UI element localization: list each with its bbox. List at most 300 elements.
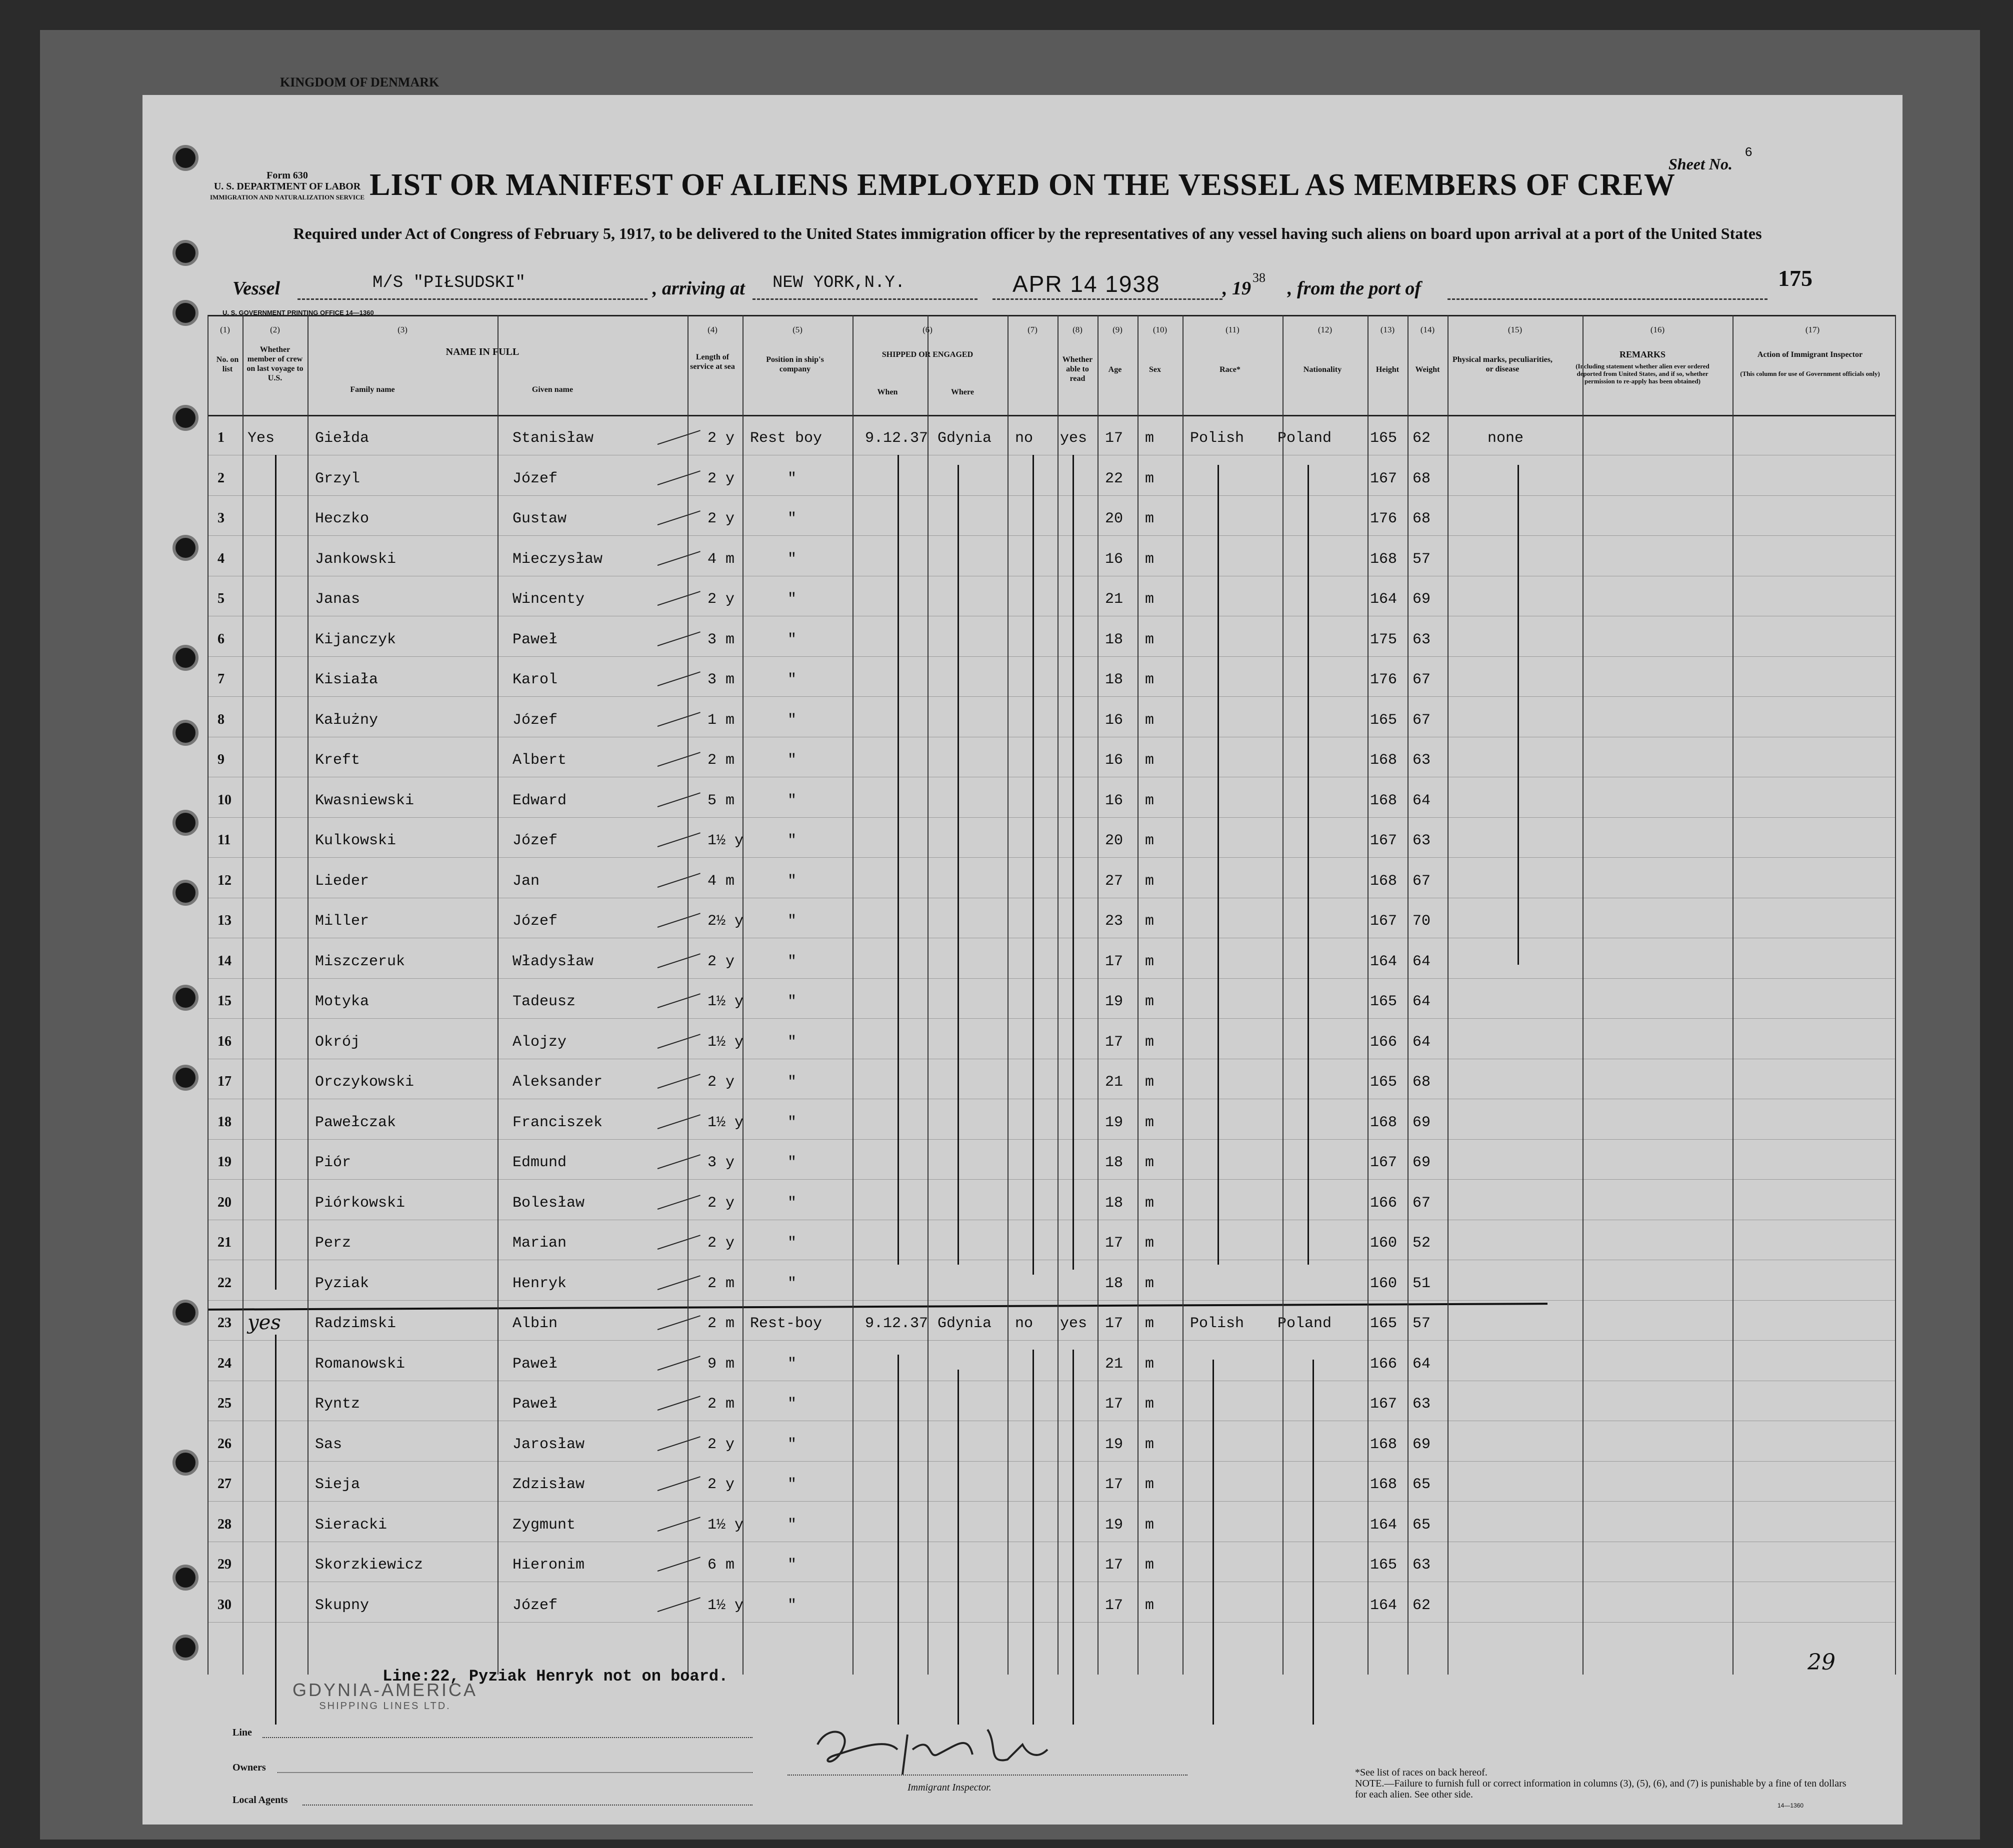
column-number: (4) xyxy=(708,325,718,334)
position: " xyxy=(788,752,797,769)
sex: m xyxy=(1145,1315,1154,1332)
column-number: (3) xyxy=(398,325,408,334)
position: " xyxy=(788,1476,797,1493)
row-line xyxy=(208,1340,1895,1341)
position: " xyxy=(788,591,797,608)
ditto-line xyxy=(958,465,959,1265)
length-of-service: 2 y xyxy=(708,510,735,527)
ditto-line xyxy=(275,1335,276,1725)
sex: m xyxy=(1145,752,1154,769)
check-slash xyxy=(658,913,700,928)
family-name: Kulkowski xyxy=(315,832,396,849)
row-line xyxy=(208,1501,1895,1502)
binding-hole xyxy=(172,1565,198,1591)
weight: 67 xyxy=(1412,671,1431,688)
length-of-service: 1½ y xyxy=(708,1114,744,1131)
weight: 64 xyxy=(1412,953,1431,970)
column-number: (5) xyxy=(792,325,802,334)
family-name: Janas xyxy=(315,591,360,608)
sex: m xyxy=(1145,832,1154,849)
manifest-page xyxy=(142,95,1902,1825)
ditto-line xyxy=(1312,1360,1314,1725)
age: 18 xyxy=(1105,1194,1124,1212)
column-number: (1) xyxy=(220,325,230,334)
sex: m xyxy=(1145,711,1154,729)
vessel-name: M/S "PIŁSUDSKI" xyxy=(372,273,526,292)
sex: m xyxy=(1145,671,1154,688)
family-name: Giełda xyxy=(315,430,370,447)
position: " xyxy=(788,1516,797,1534)
sex: m xyxy=(1145,993,1154,1010)
check-slash xyxy=(658,1436,700,1451)
age: 16 xyxy=(1105,550,1124,568)
family-name: Orczykowski xyxy=(315,1074,414,1091)
length-of-service: 2 y xyxy=(708,1476,735,1493)
binding-hole xyxy=(172,1450,198,1476)
ditto-line xyxy=(1072,455,1074,1270)
height: 168 xyxy=(1370,872,1398,890)
age: 22 xyxy=(1105,470,1124,487)
sex: m xyxy=(1145,1355,1154,1373)
family-name: Lieder xyxy=(315,872,370,890)
position: " xyxy=(788,631,797,648)
family-name: Kałużny xyxy=(315,711,378,729)
sex: m xyxy=(1145,1194,1154,1212)
able-to-read: yes xyxy=(1060,430,1088,447)
row-number: 18 xyxy=(218,1114,232,1130)
weight: 64 xyxy=(1412,993,1431,1010)
family-name: Sas xyxy=(315,1436,342,1453)
row-line xyxy=(208,1018,1895,1019)
sex: m xyxy=(1145,1557,1154,1574)
position: " xyxy=(788,1396,797,1413)
given-name: Wincenty xyxy=(512,591,585,608)
sex: m xyxy=(1145,1436,1154,1453)
position: " xyxy=(788,792,797,809)
column-number: (17) xyxy=(1805,325,1820,334)
row-line xyxy=(208,857,1895,858)
age: 17 xyxy=(1105,1557,1124,1574)
row-line xyxy=(208,535,1895,536)
weight: 63 xyxy=(1412,631,1431,648)
height: 167 xyxy=(1370,913,1398,930)
ditto-line xyxy=(1032,1350,1034,1725)
position: " xyxy=(788,1355,797,1373)
col-header-shipped: SHIPPED OR ENGAGED xyxy=(882,350,974,359)
row-number: 15 xyxy=(218,993,232,1009)
nationality: Poland xyxy=(1278,430,1332,447)
length-of-service: 3 m xyxy=(708,631,735,648)
position: " xyxy=(788,1114,797,1131)
given-name: Albert xyxy=(512,752,567,769)
given-name: Franciszek xyxy=(512,1114,603,1131)
length-of-service: 2 y xyxy=(708,953,735,970)
column-number: (16) xyxy=(1650,325,1665,334)
length-of-service: 2 y xyxy=(708,430,735,447)
binding-hole xyxy=(172,645,198,671)
crew-last-voyage: Yes xyxy=(248,430,275,447)
col-header-race: Race* xyxy=(1220,365,1240,374)
check-slash xyxy=(658,1114,700,1129)
handwritten-count: 29 xyxy=(1808,1650,1836,1675)
age: 21 xyxy=(1105,1355,1124,1373)
length-of-service: 2 y xyxy=(708,591,735,608)
crew-last-voyage: yes xyxy=(248,1311,281,1334)
row-number: 20 xyxy=(218,1194,232,1210)
family-name: Kreft xyxy=(315,752,360,769)
age: 19 xyxy=(1105,1436,1124,1453)
discharged: no xyxy=(1015,1315,1034,1332)
race: Polish xyxy=(1190,430,1244,447)
sex: m xyxy=(1145,953,1154,970)
row-line xyxy=(208,978,1895,979)
row-line xyxy=(208,656,1895,657)
check-slash xyxy=(658,993,700,1008)
ditto-line xyxy=(1518,465,1519,965)
given-name: Zdzisław xyxy=(512,1476,585,1493)
row-number: 19 xyxy=(218,1154,232,1170)
row-line xyxy=(208,817,1895,818)
col-header-no: No. on list xyxy=(216,355,239,373)
row-number: 9 xyxy=(218,752,224,767)
height: 165 xyxy=(1370,1557,1398,1574)
date-underline xyxy=(992,298,1222,300)
length-of-service: 3 m xyxy=(708,671,735,688)
shipped-when: 9.12.37 xyxy=(865,1315,928,1332)
height: 166 xyxy=(1370,1194,1398,1212)
footer-notes xyxy=(1355,1767,1855,1800)
length-of-service: 1½ y xyxy=(708,1516,744,1534)
col-header-read: Whether able to read xyxy=(1062,355,1093,383)
family-name: Miller xyxy=(315,913,370,930)
weight: 69 xyxy=(1412,1436,1431,1453)
check-slash xyxy=(658,1074,700,1089)
line-label: Line xyxy=(232,1727,252,1738)
family-name: Heczko xyxy=(315,510,370,527)
row-number: 1 xyxy=(218,430,224,445)
check-slash xyxy=(658,953,700,968)
column-number: (9) xyxy=(1112,325,1122,334)
ditto-line xyxy=(1072,1350,1074,1725)
height: 167 xyxy=(1370,1154,1398,1171)
family-name: Perz xyxy=(315,1235,352,1252)
row-number: 14 xyxy=(218,953,232,969)
given-name: Marian xyxy=(512,1235,567,1252)
weight: 68 xyxy=(1412,510,1431,527)
given-name: Edmund xyxy=(512,1154,567,1171)
sex: m xyxy=(1145,591,1154,608)
ditto-line xyxy=(1032,455,1034,1275)
weight: 64 xyxy=(1412,792,1431,809)
given-name: Józef xyxy=(512,711,558,729)
row-number: 25 xyxy=(218,1396,232,1411)
shipped-when: 9.12.37 xyxy=(865,430,928,447)
col-header-physical: Physical marks, peculiarities, or disease xyxy=(1452,355,1552,373)
given-name: Paweł xyxy=(512,631,558,648)
height: 168 xyxy=(1370,550,1398,568)
given-name: Józef xyxy=(512,1597,558,1614)
age: 21 xyxy=(1105,591,1124,608)
given-name: Edward xyxy=(512,792,567,809)
row-number: 2 xyxy=(218,470,224,486)
row-number: 6 xyxy=(218,631,224,647)
binding-hole xyxy=(172,405,198,431)
column-number: (14) xyxy=(1420,325,1435,334)
weight: 63 xyxy=(1412,1396,1431,1413)
binding-hole xyxy=(172,535,198,561)
weight: 67 xyxy=(1412,1194,1431,1212)
date-stamp: APR 14 1938 xyxy=(1012,271,1160,297)
check-slash xyxy=(658,1517,700,1532)
height: 176 xyxy=(1370,671,1398,688)
height: 165 xyxy=(1370,430,1398,447)
sex: m xyxy=(1145,1033,1154,1051)
row-number: 16 xyxy=(218,1033,232,1049)
length-of-service: 2 y xyxy=(708,1436,735,1453)
column-number: (12) xyxy=(1318,325,1332,334)
row-number: 4 xyxy=(218,550,224,566)
weight: 64 xyxy=(1412,1355,1431,1373)
family-name: Skorzkiewicz xyxy=(315,1557,424,1574)
position: " xyxy=(788,1557,797,1574)
check-slash xyxy=(658,430,700,445)
age: 17 xyxy=(1105,1476,1124,1493)
row-number: 26 xyxy=(218,1436,232,1452)
sex: m xyxy=(1145,550,1154,568)
given-name: Stanisław xyxy=(512,430,594,447)
weight: 62 xyxy=(1412,1597,1431,1614)
age: 17 xyxy=(1105,953,1124,970)
row-line xyxy=(208,1139,1895,1140)
row-number: 10 xyxy=(218,792,232,808)
binding-hole xyxy=(172,1635,198,1661)
form-department: U. S. DEPARTMENT OF LABOR xyxy=(214,181,361,192)
check-slash xyxy=(658,470,700,485)
given-name: Mieczysław xyxy=(512,550,603,568)
age: 16 xyxy=(1105,752,1124,769)
ditto-line xyxy=(275,455,276,1290)
sex: m xyxy=(1145,792,1154,809)
binding-hole xyxy=(172,880,198,906)
printing-office-line: U. S. GOVERNMENT PRINTING OFFICE 14—1360 xyxy=(222,309,374,316)
family-name: Romanowski xyxy=(315,1355,406,1373)
col-header-crew: Whether member of crew on last voyage to U.S. xyxy=(246,345,304,382)
sex: m xyxy=(1145,631,1154,648)
age: 17 xyxy=(1105,1597,1124,1614)
given-name: Paweł xyxy=(512,1355,558,1373)
age: 18 xyxy=(1105,1275,1124,1292)
penalty-note: NOTE.—Failure to furnish full or correct information in columns (3), (5), (6), and (7) is punishable by a fine of ten dollars for each alien. See other side. xyxy=(1355,1778,1846,1800)
background-tab-text: KINGDOM OF DENMARK xyxy=(280,75,440,89)
weight: 63 xyxy=(1412,752,1431,769)
position: " xyxy=(788,711,797,729)
check-slash xyxy=(658,1557,700,1572)
length-of-service: 5 m xyxy=(708,792,735,809)
form-number: Form 630 xyxy=(266,170,308,181)
given-name: Karol xyxy=(512,671,558,688)
company-name: GDYNIA-AMERICA xyxy=(292,1680,478,1700)
height: 164 xyxy=(1370,591,1398,608)
able-to-read: yes xyxy=(1060,1315,1088,1332)
col-header-name: NAME IN FULL xyxy=(446,346,520,357)
position: Rest-boy xyxy=(750,1315,822,1332)
length-of-service: 4 m xyxy=(708,550,735,568)
ditto-line xyxy=(898,455,899,1265)
row-number: 24 xyxy=(218,1355,232,1371)
row-number: 13 xyxy=(218,913,232,928)
check-slash xyxy=(658,1034,700,1049)
row-number: 21 xyxy=(218,1235,232,1250)
row-number: 22 xyxy=(218,1275,232,1291)
column-number: (15) xyxy=(1508,325,1522,334)
col-header-height: Height xyxy=(1376,365,1400,374)
weight: 65 xyxy=(1412,1516,1431,1534)
given-name: Józef xyxy=(512,832,558,849)
row-number: 23 xyxy=(218,1315,232,1331)
position: Rest boy xyxy=(750,430,822,447)
given-name: Alojzy xyxy=(512,1033,567,1051)
races-note: *See list of races on back hereof. xyxy=(1355,1767,1488,1778)
given-name: Albin xyxy=(512,1315,558,1332)
length-of-service: 2 m xyxy=(708,752,735,769)
page-title: LIST OR MANIFEST OF ALIENS EMPLOYED ON THE VESSEL AS MEMBERS OF CREW xyxy=(370,168,1676,202)
header-bottom-rule xyxy=(208,415,1895,416)
weight: 51 xyxy=(1412,1275,1431,1292)
form-service: IMMIGRATION AND NATURALIZATION SERVICE xyxy=(210,193,365,201)
binding-hole xyxy=(172,145,198,171)
ditto-line xyxy=(958,1370,959,1725)
column-rule xyxy=(242,315,244,1675)
height: 167 xyxy=(1370,470,1398,487)
sex: m xyxy=(1145,470,1154,487)
age: 16 xyxy=(1105,792,1124,809)
height: 166 xyxy=(1370,1033,1398,1051)
given-name: Henryk xyxy=(512,1275,567,1292)
sex: m xyxy=(1145,1476,1154,1493)
family-name: Sieja xyxy=(315,1476,360,1493)
binding-hole xyxy=(172,985,198,1011)
year-prefix: , 19 xyxy=(1222,278,1251,299)
column-number: (6) xyxy=(922,325,932,334)
weight: 69 xyxy=(1412,591,1431,608)
age: 18 xyxy=(1105,1154,1124,1171)
from-port-label: , from the port of xyxy=(1288,278,1422,299)
form-code: 14—1360 xyxy=(1778,1802,1804,1809)
position: " xyxy=(788,1275,797,1292)
weight: 57 xyxy=(1412,1315,1431,1332)
position: " xyxy=(788,510,797,527)
column-rule xyxy=(1282,315,1284,1675)
position: " xyxy=(788,1597,797,1614)
sheet-label: Sheet No. xyxy=(1668,155,1732,173)
sex: m xyxy=(1145,1516,1154,1534)
age: 18 xyxy=(1105,671,1124,688)
page-number: 175 xyxy=(1778,265,1812,291)
binding-hole xyxy=(172,810,198,836)
family-name: Piór xyxy=(315,1154,352,1171)
strikethrough-line-22 xyxy=(208,1303,1548,1311)
age: 27 xyxy=(1105,872,1124,890)
weight: 64 xyxy=(1412,1033,1431,1051)
row-number: 17 xyxy=(218,1074,232,1089)
column-rule xyxy=(852,315,854,1675)
agents-dots xyxy=(302,1805,752,1806)
row-number: 7 xyxy=(218,671,224,687)
age: 20 xyxy=(1105,510,1124,527)
check-slash xyxy=(658,1597,700,1612)
ditto-line xyxy=(1308,465,1309,1265)
length-of-service: 9 m xyxy=(708,1355,735,1373)
height: 165 xyxy=(1370,993,1398,1010)
age: 17 xyxy=(1105,1396,1124,1413)
row-line xyxy=(208,1300,1895,1301)
vessel-underline xyxy=(298,298,648,300)
nationality: Poland xyxy=(1278,1315,1332,1332)
height: 164 xyxy=(1370,1597,1398,1614)
position: " xyxy=(788,1194,797,1212)
row-line xyxy=(208,1622,1895,1623)
check-slash xyxy=(658,1275,700,1290)
ditto-line xyxy=(898,1355,899,1725)
length-of-service: 2 m xyxy=(708,1396,735,1413)
weight: 67 xyxy=(1412,872,1431,890)
length-of-service: 1½ y xyxy=(708,993,744,1010)
binding-hole xyxy=(172,1065,198,1091)
col-header-sex: Sex xyxy=(1149,365,1161,374)
col-header-age: Age xyxy=(1108,365,1122,374)
weight: 68 xyxy=(1412,470,1431,487)
arriving-label: , arriving at xyxy=(652,278,745,299)
length-of-service: 2½ y xyxy=(708,913,744,930)
weight: 63 xyxy=(1412,1557,1431,1574)
page-subtitle: Required under Act of Congress of February 5, 1917, to be delivered to the United States immigration officer by the representatives of any vessel having such aliens on board upon arrival at a port of the United States xyxy=(293,224,1762,242)
family-name: Motyka xyxy=(315,993,370,1010)
row-number: 29 xyxy=(218,1557,232,1572)
sex: m xyxy=(1145,1114,1154,1131)
check-slash xyxy=(658,792,700,807)
given-name: Jan xyxy=(512,872,540,890)
family-name: Jankowski xyxy=(315,550,396,568)
height: 166 xyxy=(1370,1355,1398,1373)
age: 18 xyxy=(1105,631,1124,648)
footnote-line: Line:22, Pyziak Henryk not on board. xyxy=(382,1667,728,1686)
inspector-dots xyxy=(788,1775,1188,1776)
age: 20 xyxy=(1105,832,1124,849)
row-line xyxy=(208,1179,1895,1180)
family-name: Kijanczyk xyxy=(315,631,396,648)
position: " xyxy=(788,913,797,930)
sex: m xyxy=(1145,1154,1154,1171)
agents-label: Local Agents xyxy=(232,1795,288,1806)
check-slash xyxy=(658,1235,700,1250)
position: " xyxy=(788,550,797,568)
age: 19 xyxy=(1105,993,1124,1010)
row-number: 3 xyxy=(218,510,224,526)
discharged: no xyxy=(1015,430,1034,447)
weight: 69 xyxy=(1412,1154,1431,1171)
length-of-service: 1½ y xyxy=(708,832,744,849)
length-of-service: 2 y xyxy=(708,1074,735,1091)
row-number: 12 xyxy=(218,872,232,888)
check-slash xyxy=(658,873,700,888)
check-slash xyxy=(658,1315,700,1330)
from-port-underline xyxy=(1448,298,1768,300)
column-rule xyxy=(1732,315,1734,1675)
position: " xyxy=(788,872,797,890)
inspector-signature xyxy=(808,1715,1108,1785)
row-line xyxy=(208,495,1895,496)
column-rule xyxy=(1895,315,1896,1675)
